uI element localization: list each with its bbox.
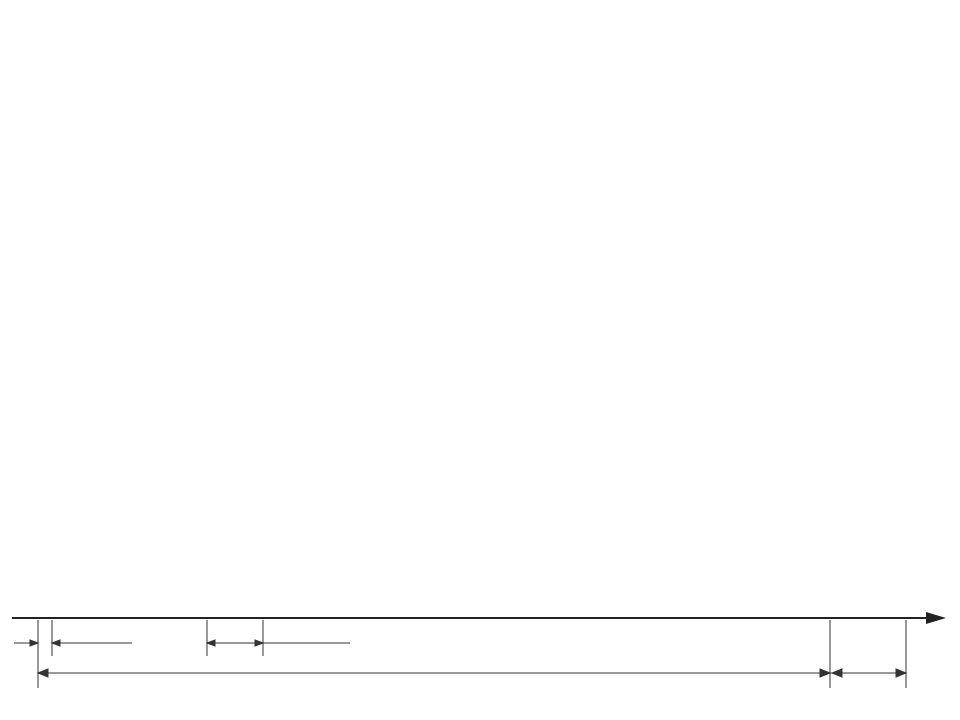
- dim-arrow: [255, 640, 263, 646]
- dim-arrow: [896, 669, 906, 677]
- dimension-lines: [14, 620, 906, 688]
- dim-arrow: [832, 669, 842, 677]
- time-axis-arrow: [926, 612, 946, 624]
- time-axis: [12, 612, 946, 624]
- dim-arrow: [38, 669, 48, 677]
- dim-arrow: [207, 640, 215, 646]
- dim-arrow: [820, 669, 830, 677]
- dim-arrow: [30, 640, 38, 646]
- dim-arrow: [52, 640, 60, 646]
- pulse-timing-diagram: [0, 460, 960, 700]
